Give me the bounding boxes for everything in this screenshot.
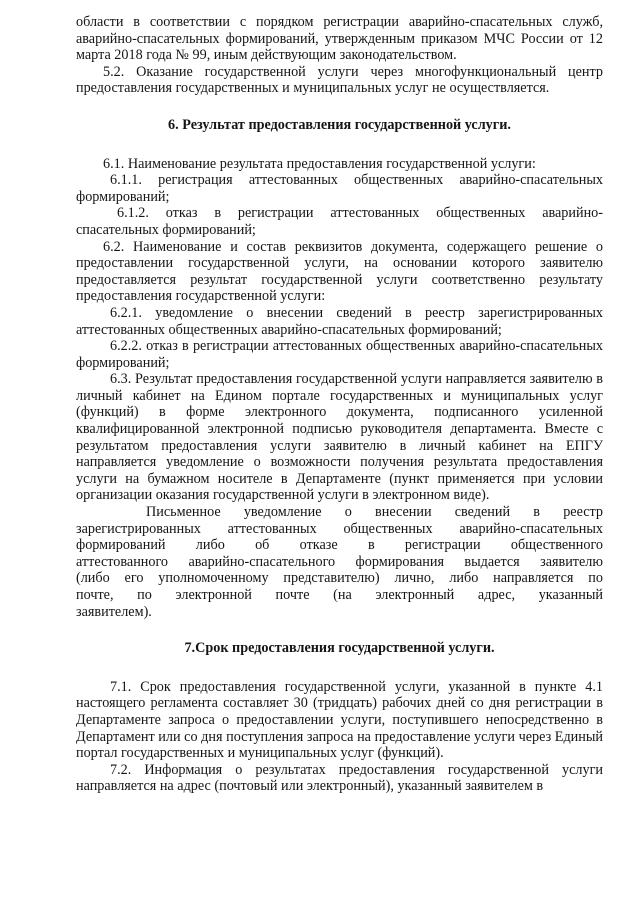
paragraph-7-1: 7.1. Срок предоставления государственной услуги, указанной в пункте 4.1 настоящего регламента составляет 30 (тридцать) рабочих дней со дня регистрации в Департаменте запроса о предоставлении услуги, поступившего непосредственно в Департамент или со дня поступления запроса на предоставление услуги через Единый портал государственных и муниципальных услуг (функций). [76,678,603,762]
paragraph-6-3: 6.3. Результат предоставления государственной услуги направляется заявителю в личный кабинет на Едином портале государственных и муниципальных услуг (функций) в форме электронного документа, подписанного усиленной квалифицированной электронной подписью руководителя департамента. Вместе с результатом предоставления услуги заявителю в личный кабинет на ЕПГУ направляется уведомление о возможности получения результата предоставления услуги на бумажном носителе в Департаменте (пункт применяется при условии организации оказания государственной услуги в электронном виде). [76,371,603,504]
paragraph-continuation: области в соответствии с порядком регистрации аварийно-спасательных служб, аварийно-спасательных формирований, утвержденным приказом МЧС России от 12 марта 2018 года № 99, иным действующим законодательством. [76,14,603,64]
paragraph-6-1-1: 6.1.1. регистрация аттестованных общественных аварийно-спасательных формирований; [76,172,603,205]
document-page [76,14,603,795]
paragraph-6-2-1: 6.2.1. уведомление о внесении сведений в реестр зарегистрированных аттестованных общественных аварийно-спасательных формирований; [76,304,603,338]
section-7-heading: 7.Срок предоставления государственной услуги. [184,640,495,657]
paragraph-6-1-2: 6.1.2. отказ в регистрации аттестованных общественных аварийно-спасательных формирований; [76,205,603,238]
paragraph-written-notice: Письменное уведомление о внесении сведений в реестр зарегистрированных аттестованных общественных аварийно-спасательных формирований либо об отказе в регистрации общественного аттестованного аварийно-спасательного формирования выдается заявителю (либо его уполномоченному представителю) лично, либо направляется по почте, по электронной почте (на электронный адрес, указанный заявителем). [76,504,603,620]
paragraph-6-1: 6.1. Наименование результата предоставления государственной услуги: [103,155,536,172]
section-6-heading: 6. Результат предоставления государственной услуги. [168,116,511,133]
paragraph-6-2: 6.2. Наименование и состав реквизитов документа, содержащего решение о предоставлении государственной услуги, на основании которого заявителю предоставляется результат государственной услуги соответственно результату предоставления государственной услуги: [76,238,603,305]
paragraph-6-2-2: 6.2.2. отказ в регистрации аттестованных общественных аварийно-спасательных формирований; [76,338,603,371]
paragraph-5-2: 5.2. Оказание государственной услуги через многофункциональный центр предоставления государственных и муниципальных услуг не осуществляется. [76,63,603,97]
paragraph-7-2: 7.2. Информация о результатах предоставления государственной услуги направляется на адрес (почтовый или электронный), указанный заявителем в [76,761,603,795]
